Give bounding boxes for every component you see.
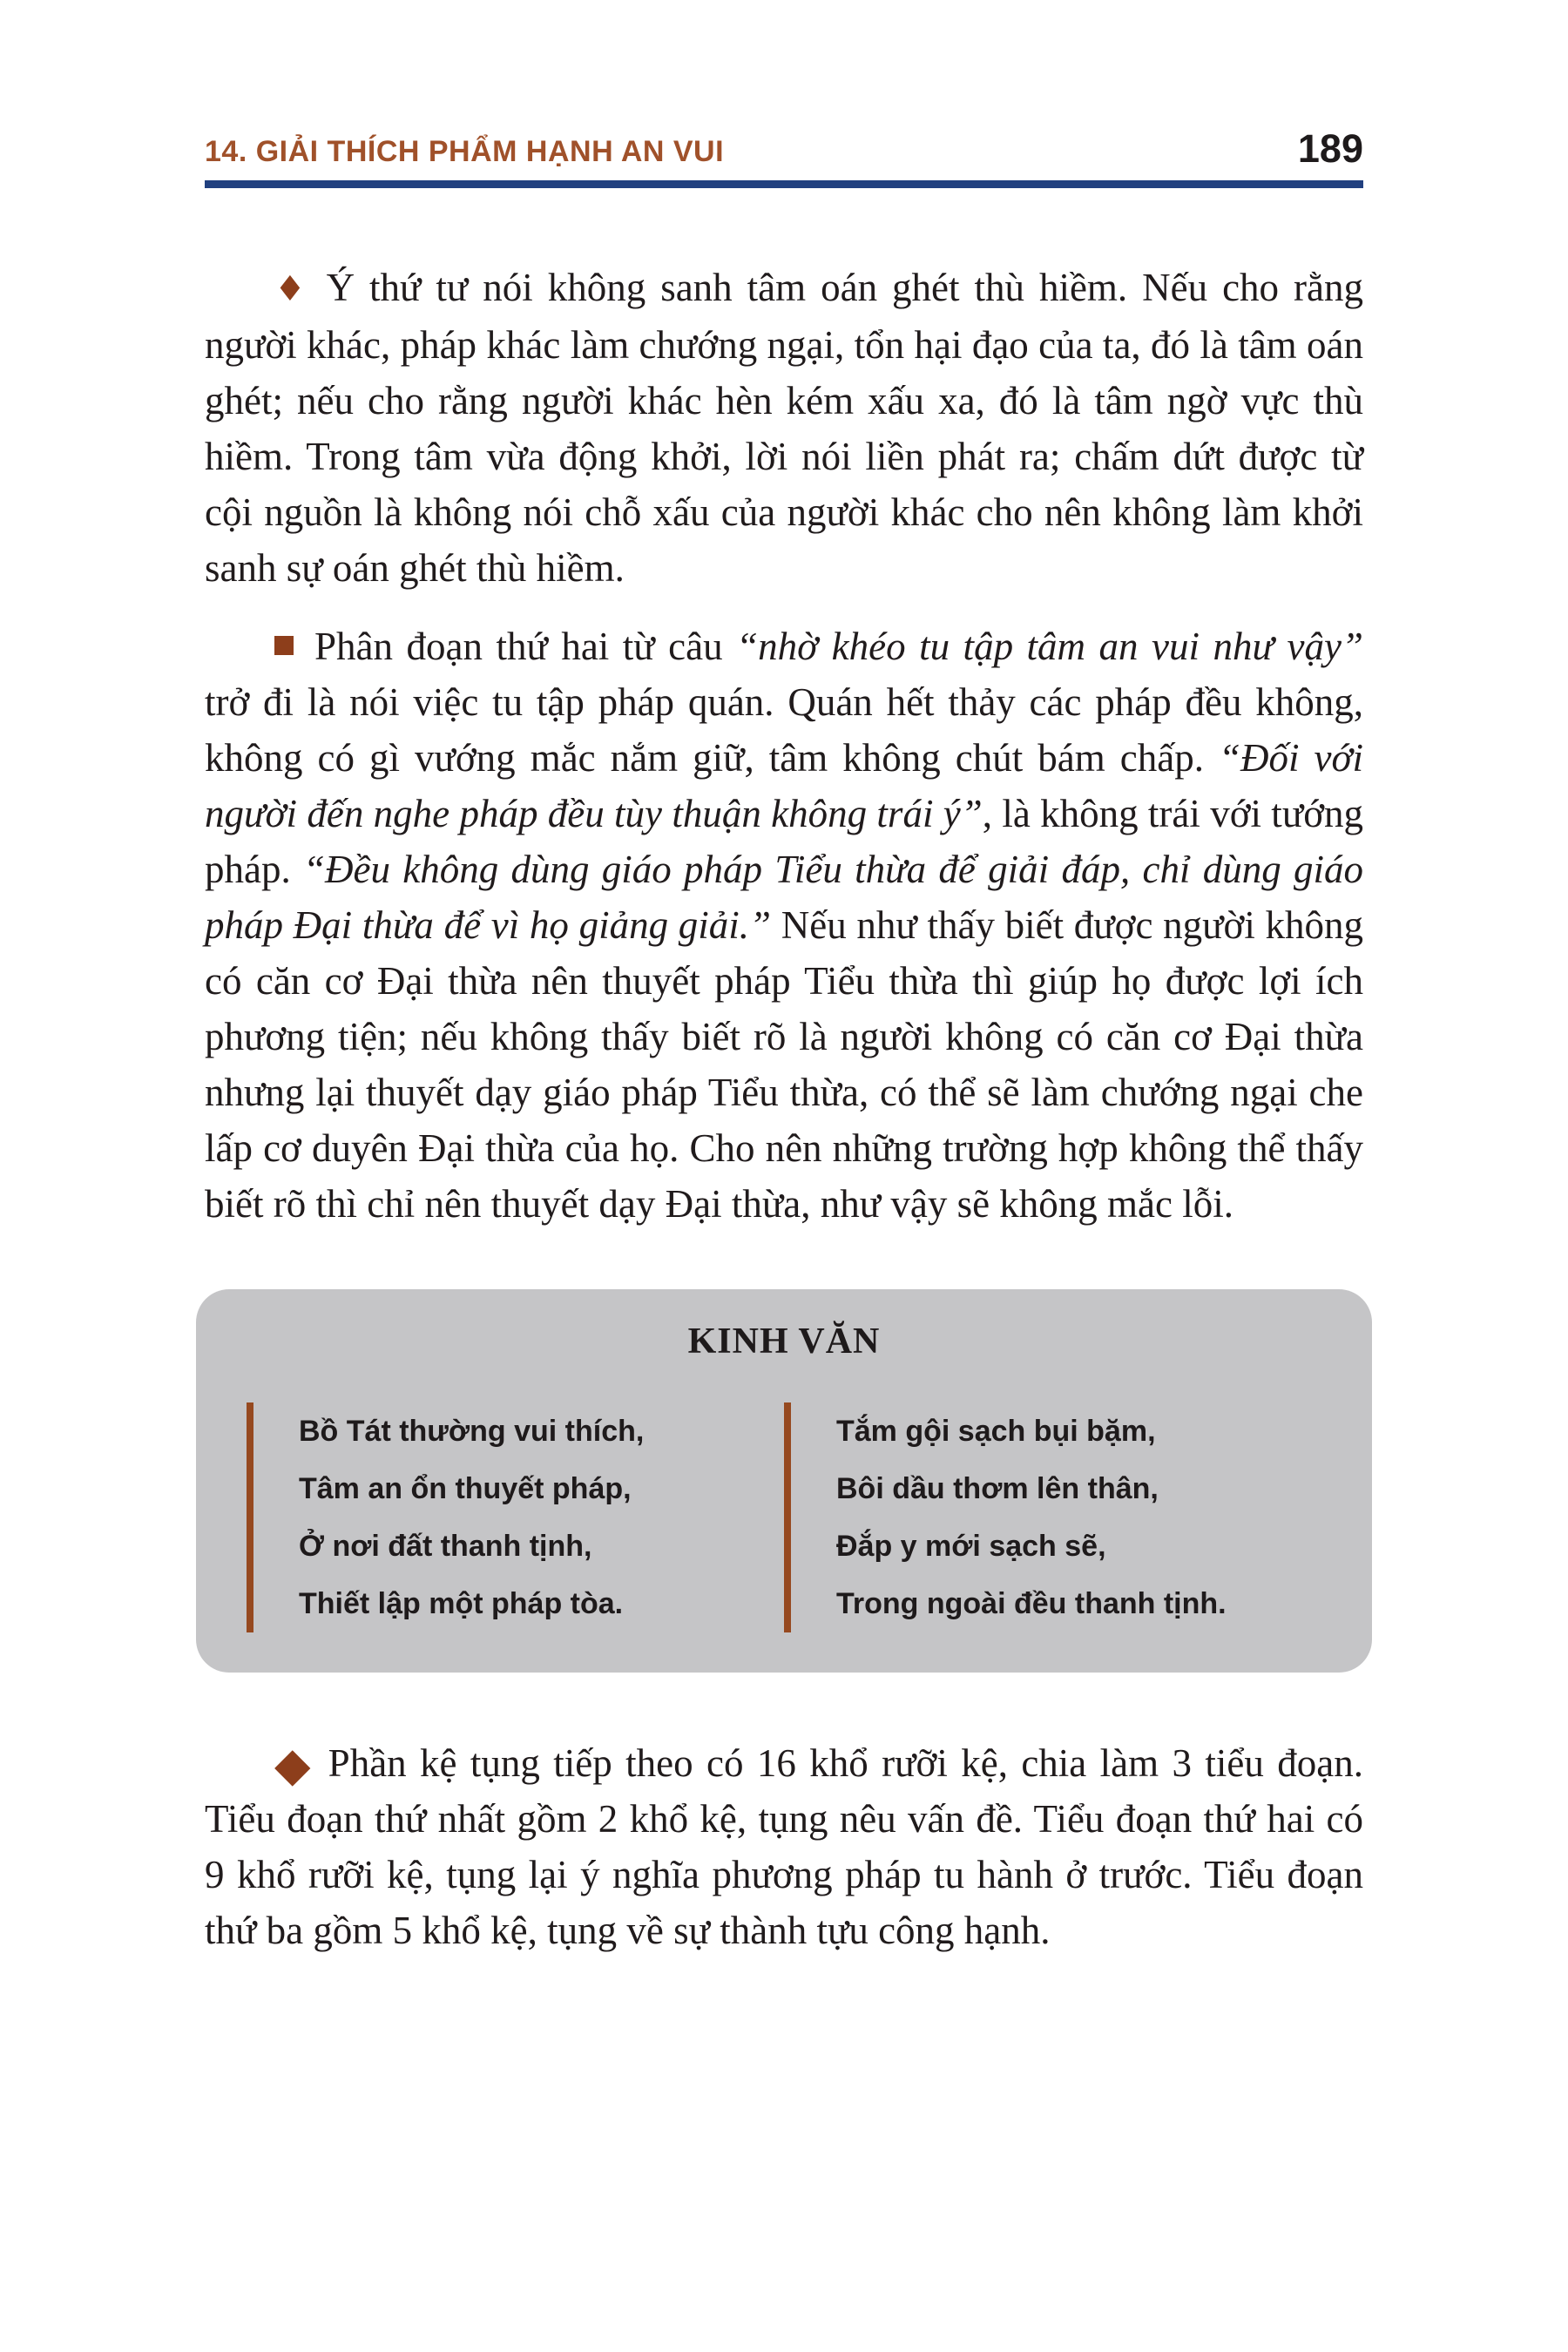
verse-line: Ở nơi đất thanh tịnh, [299, 1530, 592, 1563]
verse-line: Tắm gội sạch bụi bặm, [836, 1415, 1156, 1448]
verse-line: Thiết lập một pháp tòa. [299, 1587, 624, 1620]
square-bullet-icon [274, 636, 294, 655]
paragraph-segment: Phân đoạn thứ hai từ câu [314, 625, 737, 668]
header-rule [205, 180, 1363, 188]
paragraph-text: Phần kệ tụng tiếp theo có 16 khổ rưỡi kệ, chia làm 3 tiểu đoạn. Tiểu đoạn thứ nhất gồm 2 khổ kệ, tụng nêu vấn đề. Tiểu đoạn thứ hai có 9 khổ rưỡi kệ, tụng lại ý nghĩa phương pháp tu hành ở trước. Tiểu đoạn thứ ba gồm 5 khổ kệ, tụng về sự thành tựu công hạnh. [205, 1741, 1363, 1952]
diamond-bullet-icon: ♦ [274, 269, 311, 309]
page-body [205, 260, 1363, 1958]
paragraph-segment-quote: “Đều không dùng giáo pháp Tiểu thừa để giải đáp, chỉ dùng giáo pháp Đại thừa để vì họ giảng giải.” [205, 848, 1363, 947]
large-diamond-bullet-icon: ◆ [274, 1737, 314, 1792]
verse-column-right [784, 1402, 1321, 1632]
paragraph-segment-quote: “nhờ khéo tu tập tâm an vui như vậy” [736, 625, 1363, 668]
paragraph-text: Ý thứ tư nói không sanh tâm oán ghét thù hiềm. Nếu cho rằng người khác, pháp khác làm chướng ngại, tổn hại đạo của ta, đó là tâm oán ghét; nếu cho rằng người khác hèn kém xấu xa, đó là tâm ngờ vực thù hiềm. Trong tâm vừa động khởi, lời nói liền phát ra; chấm dứt được từ cội nguồn là không nói chỗ xấu của người khác cho nên không làm khởi sanh sự oán ghét thù hiềm. [205, 266, 1363, 590]
paragraph-segment: , là không trái với tướng pháp. [205, 792, 1363, 891]
verse-line: Bôi dầu thơm lên thân, [836, 1472, 1159, 1505]
chapter-title: 14. GIẢI THÍCH PHẨM HẠNH AN VUI [205, 134, 725, 168]
verse-columns [247, 1402, 1321, 1632]
kinh-van-box [196, 1289, 1372, 1673]
verse-column-left [247, 1402, 784, 1632]
verse-line: Trong ngoài đều thanh tịnh. [836, 1587, 1227, 1620]
paragraph-segment-quote: “Đối với người đến nghe pháp đều tùy thuận không trái ý” [205, 736, 1363, 835]
paragraph-ke-tung [205, 1735, 1363, 1958]
page-header [205, 126, 1363, 171]
paragraph-segment: Nếu như thấy biết được người không có căn cơ Đại thừa nên thuyết pháp Tiểu thừa thì giúp họ được lợi ích phương tiện; nếu không thấy biết rõ là người không có căn cơ Đại thừa nhưng lại thuyết dạy giáo pháp Tiểu thừa, có thể sẽ làm chướng ngại che lấp cơ duyên Đại thừa của họ. Cho nên những trường hợp không thể thấy biết rõ thì chỉ nên thuyết dạy Đại thừa, như vậy sẽ không mắc lỗi. [205, 903, 1363, 1226]
verse-line: Đắp y mới sạch sẽ, [836, 1530, 1106, 1563]
paragraph-phan-doan [205, 618, 1363, 1232]
verse-line: Bồ Tát thường vui thích, [299, 1415, 645, 1448]
verse-line: Tâm an ổn thuyết pháp, [299, 1472, 632, 1505]
paragraph-oan-ghet [205, 260, 1363, 596]
kinh-van-title: KINH VĂN [687, 1321, 881, 1362]
paragraph-segment: trở đi là nói việc tu tập pháp quán. Quán hết thảy các pháp đều không, không có gì vướng mắc nắm giữ, tâm không chút bám chấp. [205, 680, 1363, 780]
page-number: 189 [1297, 126, 1363, 171]
